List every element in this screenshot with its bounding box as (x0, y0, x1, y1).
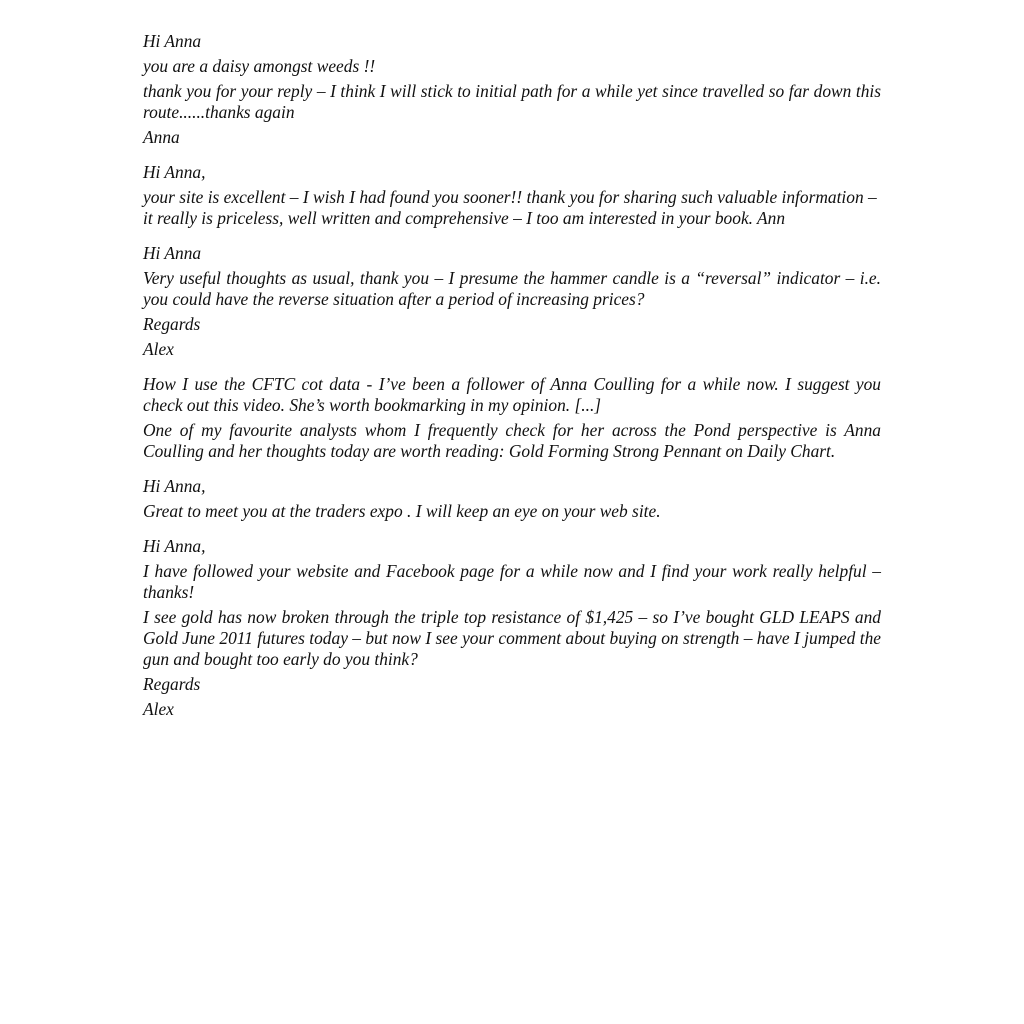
comment-paragraph: thank you for your reply – I think I will stick to initial path for a while yet since travelled so far down this route......thanks again (143, 81, 881, 122)
comment-paragraph: I see gold has now broken through the triple top resistance of $1,425 – so I’ve bought GLD LEAPS and Gold June 2011 futures today – but now I see your comment about buying on strength – have I jumped the gun and bought too early do you think? (143, 607, 881, 669)
comment-paragraph: Alex (143, 699, 174, 719)
comment-paragraph: Hi Anna, (143, 162, 206, 182)
comment-block (143, 536, 881, 720)
comment-block (143, 374, 881, 462)
comment-paragraph: your site is excellent – I wish I had found you sooner!! thank you for sharing such valuable information – it really is priceless, well written and comprehensive – I too am interested in your book. Ann (143, 187, 877, 228)
comment-paragraph: Regards (143, 674, 201, 694)
comment-block (143, 476, 881, 522)
comment-paragraph: Hi Anna (143, 243, 202, 263)
comment-paragraph: Anna (143, 127, 180, 147)
document-page (143, 31, 881, 734)
comment-paragraph: Hi Anna (143, 31, 202, 51)
comment-paragraph: Hi Anna, (143, 536, 206, 556)
comment-block (143, 243, 881, 360)
comment-paragraph: One of my favourite analysts whom I frequently check for her across the Pond perspective is Anna Coulling and her thoughts today are worth reading: Gold Forming Strong Pennant on Daily Chart. (143, 420, 881, 461)
comment-block (143, 162, 881, 229)
comment-paragraph: you are a daisy amongst weeds !! (143, 56, 376, 76)
comment-paragraph: Alex (143, 339, 174, 359)
comment-paragraph: How I use the CFTC cot data - I’ve been a follower of Anna Coulling for a while now. I suggest you check out this video. She’s worth bookmarking in my opinion. [...] (143, 374, 881, 415)
comment-block (143, 31, 881, 148)
comment-paragraph: Great to meet you at the traders expo . I will keep an eye on your web site. (143, 501, 661, 521)
comment-paragraph: Hi Anna, (143, 476, 206, 496)
comment-paragraph: Regards (143, 314, 201, 334)
comment-paragraph: Very useful thoughts as usual, thank you – I presume the hammer candle is a “reversal” indicator – i.e. you could have the reverse situation after a period of increasing prices? (143, 268, 881, 309)
comment-paragraph: I have followed your website and Facebook page for a while now and I find your work really helpful – thanks! (143, 561, 881, 602)
